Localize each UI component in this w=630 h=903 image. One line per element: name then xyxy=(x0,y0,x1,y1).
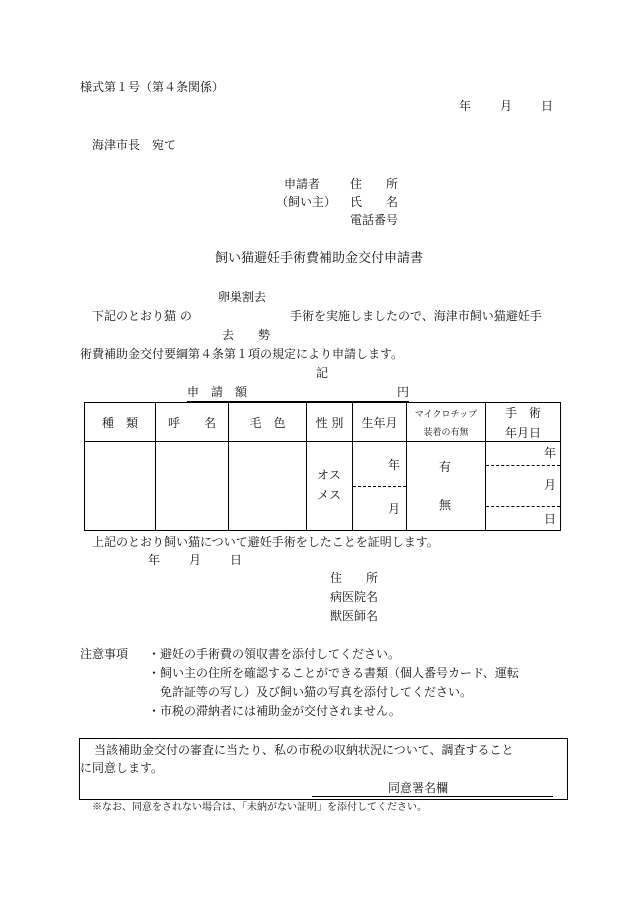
form-number: 様式第１号（第４条関係） xyxy=(80,80,225,94)
cell-microchip[interactable] xyxy=(407,442,486,531)
birth-year-label: 年 xyxy=(387,458,400,472)
cell-type[interactable] xyxy=(85,442,156,531)
header-microchip xyxy=(407,403,486,442)
note-item: 免許証等の写し）及び飼い猫の写真を添付してください。 xyxy=(160,685,473,699)
cert-date-month: 月 xyxy=(189,553,202,567)
consent-box xyxy=(79,738,568,800)
amount-unit: 円 xyxy=(396,385,409,399)
note-item: ・市税の滞納者には補助金が交付されません。 xyxy=(148,704,401,718)
sex-option-female[interactable]: メス xyxy=(317,488,342,502)
header-color: 毛 色 xyxy=(229,403,307,442)
surgery-divider-1 xyxy=(486,465,560,466)
consent-signature-field[interactable] xyxy=(312,781,553,797)
consent-note: ※なお、同意をされない場合は、「未納がない証明」を添付してください。 xyxy=(92,802,427,813)
vet-hospital-label: 病医院名 xyxy=(330,590,379,604)
chip-option-yes[interactable]: 有 xyxy=(439,460,452,474)
surgery-month-label: 月 xyxy=(543,478,556,492)
table-row xyxy=(85,442,561,531)
cell-surgery-date[interactable] xyxy=(486,442,561,531)
cell-sex[interactable] xyxy=(307,442,353,531)
vet-name-label: 獣医師名 xyxy=(330,609,379,623)
notes-heading: 注意事項 xyxy=(80,647,129,661)
surgery-option-castration: 去 勢 xyxy=(222,328,271,342)
surgery-year-label: 年 xyxy=(543,446,556,460)
cell-color[interactable] xyxy=(229,442,307,531)
cat-info-table xyxy=(84,402,561,531)
surgery-day-label: 日 xyxy=(543,512,556,526)
amount-field[interactable] xyxy=(187,385,409,402)
cert-date-day: 日 xyxy=(230,553,243,567)
surgery-divider-2 xyxy=(486,506,560,507)
header-microchip-line2: 装着の有無 xyxy=(423,427,469,438)
birth-divider xyxy=(353,486,406,487)
header-sex: 性 別 xyxy=(307,403,353,442)
amount-label: 申 請 額 xyxy=(187,385,248,399)
table-header-row xyxy=(85,403,561,442)
sex-option-male[interactable]: オス xyxy=(317,468,341,482)
applicant-address-label: 住 所 xyxy=(350,177,399,191)
header-birth: 生年月 xyxy=(353,403,407,442)
header-microchip-line1: マイクロチップ xyxy=(414,409,478,420)
body-line2: 術費補助金交付要綱第４条第１項の規定により申請します。 xyxy=(80,347,404,361)
header-surgery-date xyxy=(486,403,561,442)
addressee: 海津市長 宛て xyxy=(92,138,177,152)
consent-line1: 当該補助金交付の審査に当たり、私の市税の収納状況について、調査すること xyxy=(94,743,514,757)
vet-address-label: 住 所 xyxy=(330,571,379,585)
cell-birth[interactable] xyxy=(353,442,407,531)
header-surgery-line2: 年月日 xyxy=(504,425,541,440)
applicant-label: 申請者 xyxy=(284,177,321,191)
chip-option-no[interactable]: 無 xyxy=(439,498,452,512)
applicant-sub-label: （飼い主） xyxy=(276,195,337,209)
date-year: 年 xyxy=(459,99,472,113)
ki-heading: 記 xyxy=(316,366,329,380)
applicant-phone-label: 電話番号 xyxy=(350,213,399,227)
date-day: 日 xyxy=(541,99,554,113)
note-item: ・飼い主の住所を確認することができる書類（個人番号カード、運転 xyxy=(148,666,519,680)
certification-statement: 上記のとおり飼い猫について避妊手術をしたことを証明します。 xyxy=(92,535,439,549)
applicant-name-label: 氏 名 xyxy=(350,195,399,209)
date-month: 月 xyxy=(500,99,513,113)
consent-line2: に同意します。 xyxy=(80,761,164,775)
cell-name[interactable] xyxy=(156,442,229,531)
body-line1-end: 手術を実施しましたので、海津市飼い猫避妊手 xyxy=(290,309,542,323)
surgery-option-ovariectomy: 卵巣割去 xyxy=(218,290,267,304)
body-line1-start: 下記のとおり猫 の xyxy=(92,309,192,323)
note-item: ・避妊の手術費の領収書を添付してください。 xyxy=(148,647,401,661)
header-name: 呼 名 xyxy=(156,403,229,442)
cert-date-year: 年 xyxy=(148,553,161,567)
page-title: 飼い猫避妊手術費補助金交付申請書 xyxy=(215,251,424,266)
consent-signature-label: 同意署名欄 xyxy=(388,781,449,795)
header-surgery-line1: 手 術 xyxy=(504,405,541,420)
birth-month-label: 月 xyxy=(387,502,400,516)
header-type: 種 類 xyxy=(85,403,156,442)
